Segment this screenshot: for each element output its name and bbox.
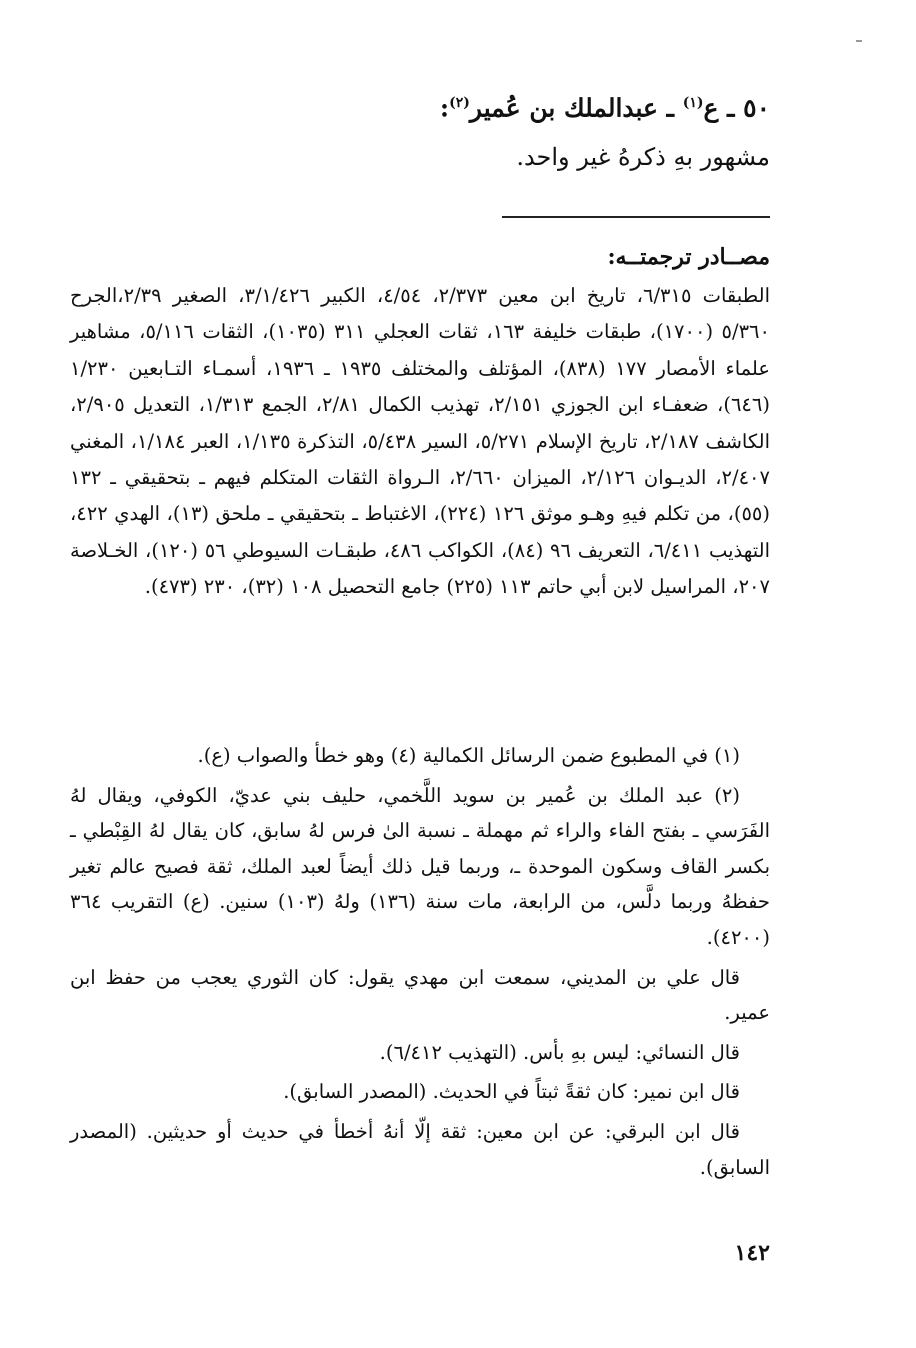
footnotes-section <box>70 738 770 1189</box>
entry-name: ـ عبدالملك بن عُمير <box>469 93 683 123</box>
scan-mark <box>856 40 862 42</box>
entry-colon: : <box>439 93 450 123</box>
section-divider <box>502 216 770 218</box>
footnote-1: (١) في المطبوع ضمن الرسائل الكمالية (٤) وهو خطأ والصواب (ع). <box>197 744 740 767</box>
quote-ibn-al-barqi: قال ابن البرقي: عن ابن معين: ثقة إلّا أنهُ أخطأ في حديث أو حديثين. (المصدر السابق). <box>70 1119 770 1179</box>
entry-number: ٥٠ ـ ع <box>703 93 770 123</box>
quote-al-nasai: قال النسائي: ليس بهِ بأس. (التهذيب ٦/٤١٢). <box>379 1040 740 1064</box>
footnote-ref-2[interactable]: (٢) <box>449 95 470 111</box>
quote-ibn-al-madini: قال علي بن المديني، سمعت ابن مهدي يقول: كان الثوري يعجب من حفظ ابن عمير. <box>70 965 770 1025</box>
footnote-ref-1[interactable]: (١) <box>682 95 704 111</box>
footnote-2: (٢) عبد الملك بن عُمير بن سويد اللَّخمي، حليف بني عديّ، الكوفي، ويقال لهُ الفَرَسي ـ بفتح الفاء والراء ثم مهملة ـ نسبة الىٰ فرس لهُ سابق، كان يقال لهُ القِبْطي ـ بكسر القاف وسكون الموحدة ـ، وربما قيل ذلك أيضاً لعبد الملك، ثقة فصيح عالم تغير حفظهُ وربما دلَّس، من الرابعة، مات سنة (١٣٦) ولهُ (١٠٣) سنين. (ع) التقريب ٣٦٤ (٤٢٠٠). <box>70 783 770 949</box>
entry-heading <box>70 86 770 125</box>
sources-text: الطبقات ٦/٣١٥، تاريخ ابن معين ٢/٣٧٣، ٤/٥٤، الكبير ٣/١/٤٢٦، الصغير ٢/٣٩،الجرح ٥/٣٦٠ (١٧٠٠)، طبقات خليفة ١٦٣، ثقات العجلي ٣١١ (١٠٣٥)، الثقات ٥/١١٦، مشاهير علماء الأمصار ١٧٧ (٨٣٨)، المؤتلف والمختلف ١٩٣٥ ـ ١٩٣٦، أسمـاء التـابعين ١/٢٣٠ (٦٤٦)، ضعفـاء ابن الجوزي ٢/١٥١، تهذيب الكمال ٢/٨١، الجمع ١/٣١٣، التعديل ٢/٩٠٥، الكاشف ٢/١٨٧، تاريخ الإسلام ٥/٢٧١، السير ٥/٤٣٨، التذكرة ١/١٣٥، العبر ١/١٨٤، المغني ٢/٤٠٧، الديـوان ٢/١٢٦، الميزان ٢/٦٦٠، الـرواة الثقات المتكلم فيهم ـ بتحقيقي ـ ١٣٢ (٥٥)، من تكلم فيهِ وهـو موثق ١٢٦ (٢٢٤)، الاغتباط ـ بتحقيقي ـ ملحق (١٣)، الهدي ٤٢٢، التهذيب ٦/٤١١، التعريف ٩٦ (٨٤)، الكواكب ٤٨٦، طبقـات السيوطي ٥٦ (١٢٠)، الخـلاصة ٢٠٧، المراسيل لابن أبي حاتم ١١٣ (٢٢٥) جامع التحصيل ١٠٨ (٣٢)، ٢٣٠ (٤٧٣). <box>70 284 771 599</box>
document-page <box>70 0 770 1348</box>
page-number: ١٤٢ <box>734 1240 770 1266</box>
quote-ibn-numayr: قال ابن نمير: كان ثقةً ثبتاً في الحديث. (المصدر السابق). <box>283 1080 740 1104</box>
entry-body: مشهور بهِ ذكرهُ غير واحد. <box>516 143 770 171</box>
sources-heading: مصــادر ترجمتــه: <box>607 244 770 270</box>
